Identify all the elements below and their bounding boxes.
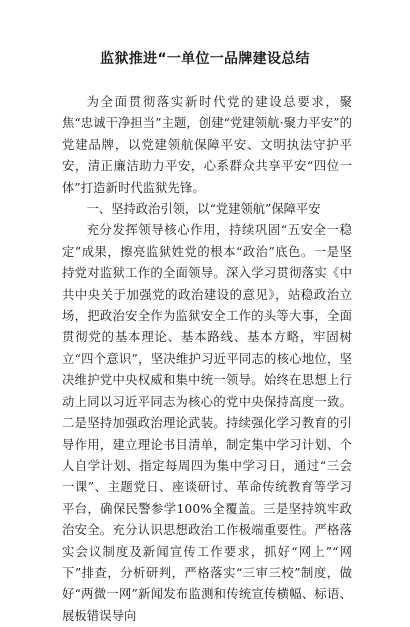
document-body bbox=[62, 92, 352, 627]
document-title: 监狱推进“一单位一品牌建设总结 bbox=[100, 51, 310, 67]
section-heading: 一、坚持政治引领，以“党建领航”保障平安 bbox=[86, 202, 321, 217]
intro-paragraph: 为全面贯彻落实新时代党的建设总要求，聚焦“忠诚干净担当”主题，创建“党建领航·聚力平安”的党建品牌，以党建领航保障平安、文明执法守护平安，清正廉洁助力平安，心系群众共享平安“四位一体”打造新时代监狱先锋。 bbox=[62, 95, 352, 195]
body-paragraph: 充分发挥领导核心作用，持续巩固“五安全一稳定”成果，擦亮监狱姓党的根本“政治”底色。一是坚持党对监狱工作的全面领导。深入学习贯彻落实《中共中央关于加强党的政治建设的意见》，站稳政治立场，把政治安全作为监狱安全工作的头等大事，全面贯彻党的基本理论、基本路线、基本方略，牢固树立“四个意识”，坚决维护习近平同志的核心地位，坚决维护党中央权威和集中统一领导。始终在思想上行动上同以习近平同志为核心的党中央保持高度一致。二是坚持加强政治理论武装。持续强化学习教育的引导作用，建立理论书目清单，制定集中学习计划、个人自学计划、指定每周四为集中学习日，通过“三会一课”、主题党日、座谈研讨、革命传统教育等学习平台，确保民警参学100%全覆盖。三是坚持筑牢政治安全。充分认识思想政治工作极端重要性。严格落实会议制度及新闻宣传工作要求，抓好“网上”“网下”排查，分析研判，严格落实“三审三校”制度，做好“两微一网”新闻发布监测和传统宣传横幅、标语、展板错误导向 bbox=[62, 223, 352, 623]
